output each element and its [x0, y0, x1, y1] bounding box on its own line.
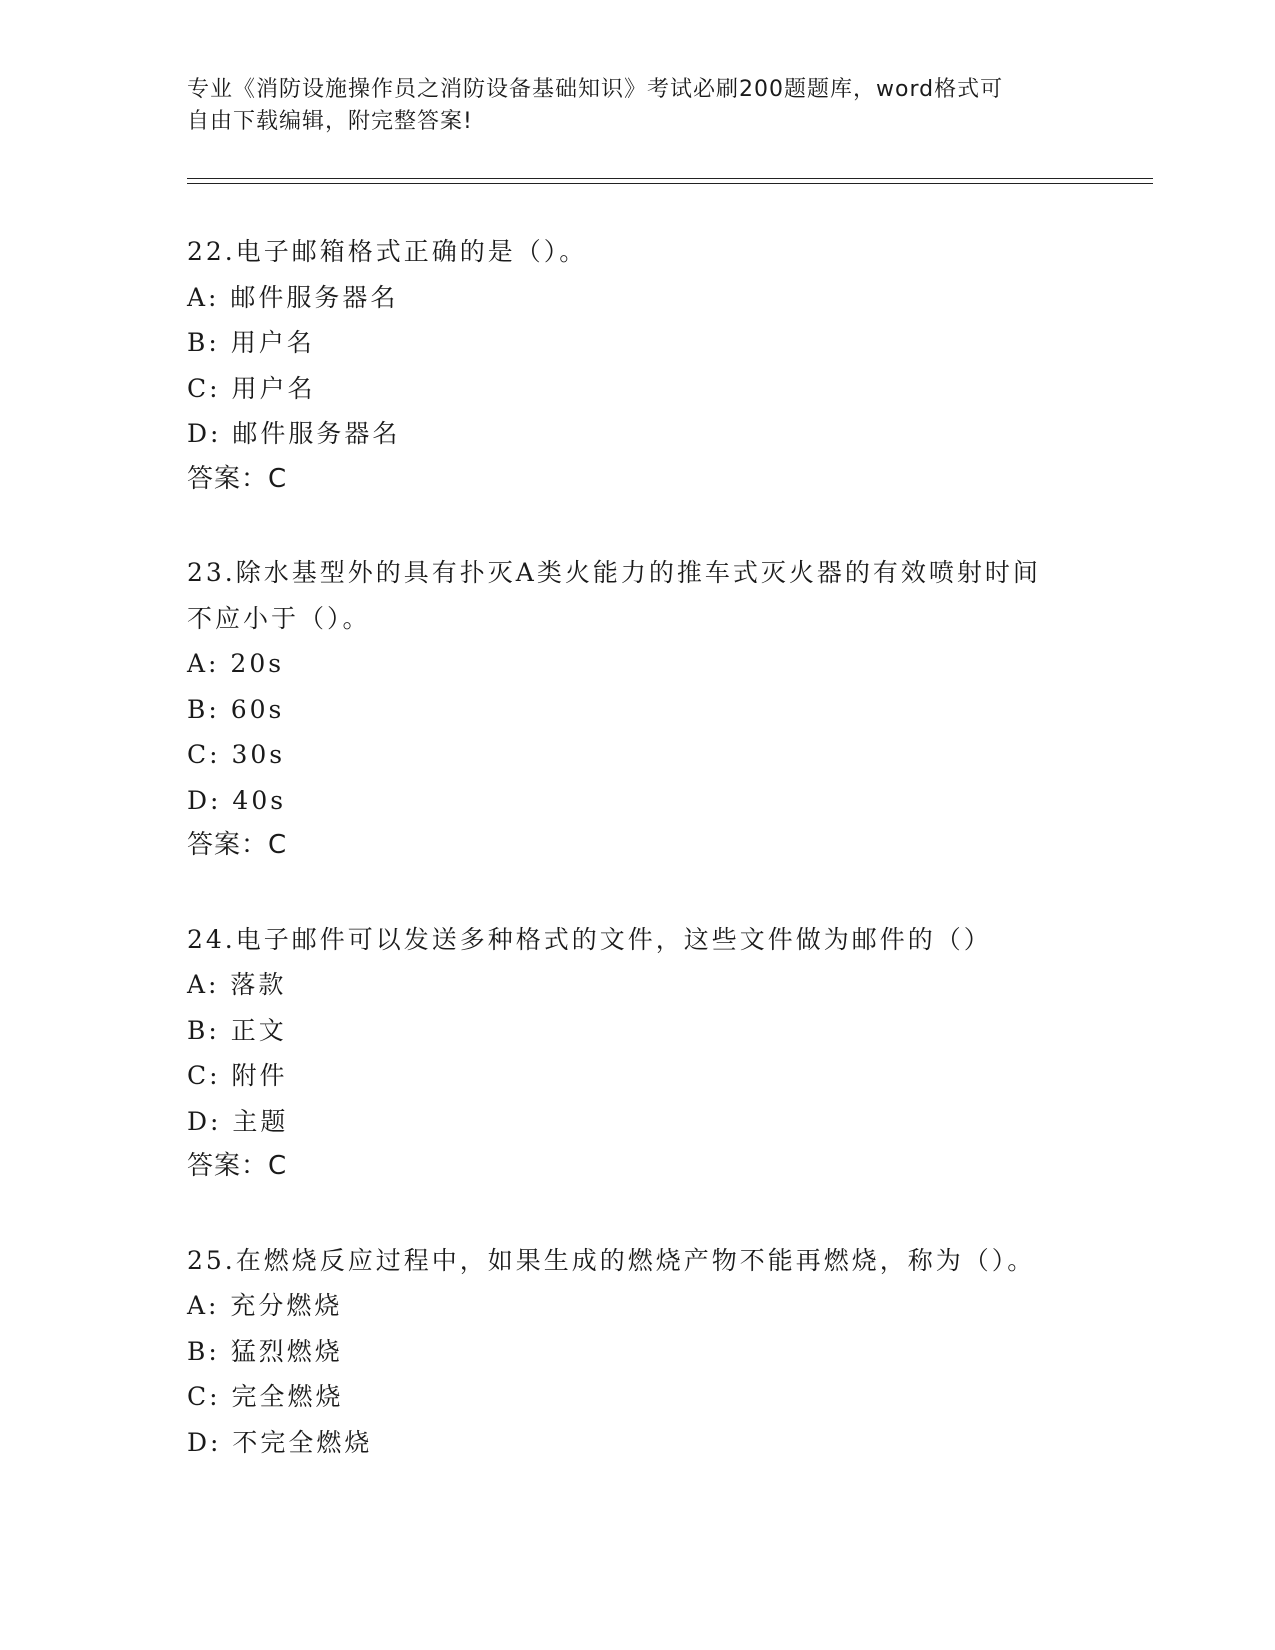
option-a: A: 落款 — [187, 970, 287, 999]
header-divider — [187, 178, 1153, 184]
question-stem: 24.电子邮件可以发送多种格式的文件，这些文件做为邮件的（） — [187, 924, 992, 954]
question-23 — [187, 550, 1087, 869]
question-24 — [187, 917, 1087, 1190]
option-c: C: 30s — [187, 740, 286, 769]
header-line-2: 自由下载编辑，附完整答案! — [187, 109, 473, 134]
question-stem: 25.在燃烧反应过程中，如果生成的燃烧产物不能再燃烧，称为（）。 — [187, 1245, 1036, 1275]
question-25 — [187, 1238, 1087, 1466]
answer: 答案：C — [187, 830, 288, 860]
option-b: B: 60s — [187, 694, 285, 724]
option-c: C: 附件 — [187, 1061, 288, 1090]
question-22 — [187, 229, 1087, 502]
answer: 答案：C — [187, 1151, 288, 1181]
question-list — [187, 229, 1087, 1513]
answer: 答案：C — [187, 463, 288, 494]
option-c: C: 完全燃烧 — [187, 1382, 344, 1411]
question-stem: 22.电子邮箱格式正确的是（）。 — [187, 237, 588, 266]
option-d: D: 不完全燃烧 — [187, 1427, 373, 1457]
option-b: B: 正文 — [187, 1015, 287, 1045]
header-line-1: 专业《消防设施操作员之消防设备基础知识》考试必刷200题题库，word格式可 — [187, 77, 1004, 102]
option-a: A: 充分燃烧 — [187, 1291, 343, 1320]
option-a: A: 邮件服务器名 — [187, 282, 399, 312]
question-stem-continued: 不应小于（）。 — [187, 603, 371, 633]
option-d: D: 邮件服务器名 — [187, 419, 401, 448]
option-c: C: 用户名 — [187, 373, 316, 403]
option-b: B: 用户名 — [187, 328, 315, 357]
question-stem: 23.除水基型外的具有扑灭A类火能力的推车式灭火器的有效喷射时间 — [187, 558, 1041, 587]
option-d: D: 40s — [187, 785, 287, 815]
option-a: A: 20s — [187, 649, 285, 678]
option-b: B: 猛烈燃烧 — [187, 1336, 343, 1366]
document-header — [187, 74, 1067, 138]
option-d: D: 主题 — [187, 1106, 289, 1136]
